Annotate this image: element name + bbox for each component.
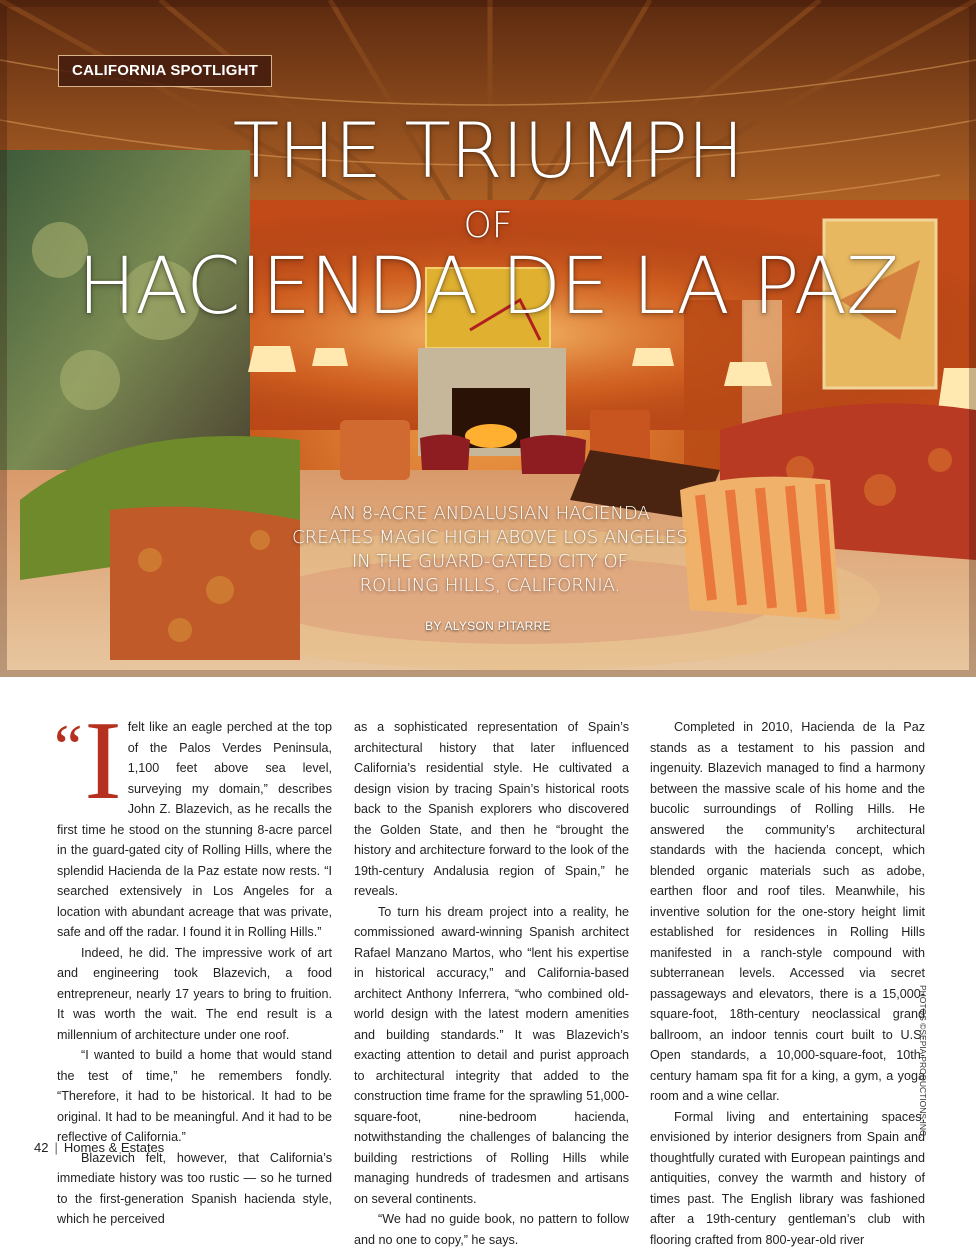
paragraph: “I wanted to build a home that would stand the test of time,” he remembers fondly. “Therefore, it had to be historical. It had to be original. It had to be meaningful. And it had to be reflective of California.”: [57, 1045, 332, 1148]
paragraph: felt like an eagle perched at the top of the Palos Verdes Peninsula, 1,100 feet above sea level, surveying my domain,” describes John Z. Blazevich, as he recalls the first time he stood on the stunning 8-acre parcel in the guard-gated city of Rolling Hills, where the splendid Hacienda de la Paz estate now rests. “I searched extensively in Los Angeles for a location with abundant acreage that was private, safe and off the radar. I found it in Rolling Hills.”: [57, 717, 332, 943]
paragraph: Indeed, he did. The impressive work of art and engineering took Blazevich, a food entrepreneur, nearly 17 years to bring to fruition. It was worth the wait. The end result is a millennium of architecture under one roof.: [57, 943, 332, 1046]
dek-line: AN 8-ACRE ANDALUSIAN HACIENDA: [240, 502, 740, 526]
paragraph: as a sophisticated representation of Spain’s architectural history that later influenced California’s residential style. He cultivated a design vision by tracing Spain’s historical roots back to the Spanish explorers who discovered the Golden State, and then he “brought the history and architecture forward to the look of the 19th-century Andalusia region of Spain,” he reveals.: [354, 717, 629, 902]
paragraph: Formal living and entertaining spaces, envisioned by interior designers from Spain and thoughtfully curated with European paintings and antiquities, convey the warmth and history of times past. The English library was fashioned after a 19th-century gentleman’s club with flooring crafted from 800-year-old river: [650, 1107, 925, 1250]
byline: BY ALYSON PITARRE: [0, 619, 976, 633]
paragraph: Completed in 2010, Hacienda de la Paz stands as a testament to his passion and ingenuity. Blazevich managed to find a harmony between the massive scale of his home and the bucolic surroundings of Rolling Hills. He answered the community’s architectural standards with the hacienda concept, which blended organic materials such as adobe, earthen floor and roof tiles. Meanwhile, his inventive solution for the one-story height limit established for residences in Rolling Hills manifested in a ranch-style compound with subterranean levels. Accessed via secret passageways and elevators, there is a 15,000-square-foot, 18th-century neoclassical grand ballroom, an indoor tennis court built to U.S. Open standards, a 10,000-square-foot, 10th-century hamam spa fit for a king, a gym, a yoga room and a wine cellar.: [650, 717, 925, 1107]
headline-of: OF: [0, 205, 976, 246]
open-quote-mark: “: [54, 721, 82, 765]
paragraph: Blazevich felt, however, that California’s immediate history was too rustic — so he turned to the first-generation Spanish hacienda style, which he perceived: [57, 1148, 332, 1230]
headline-line-1: THE TRIUMPH: [0, 106, 976, 195]
dek-line: ROLLING HILLS, CALIFORNIA.: [240, 574, 740, 598]
paragraph: “We had no guide book, no pattern to follow and no one to copy,” he says.: [354, 1209, 629, 1250]
drop-cap: I: [84, 719, 121, 803]
publication-name: Homes & Estates: [64, 1140, 164, 1155]
article-column-2: [354, 717, 629, 1250]
dek-line: IN THE GUARD-GATED CITY OF: [240, 550, 740, 574]
dek-line: CREATES MAGIC HIGH ABOVE LOS ANGELES: [240, 526, 740, 550]
paragraph: To turn his dream project into a reality, he commissioned award-winning Spanish architect Rafael Manzano Martos, who “lent his expertise in historical accuracy,” and California-based architect Anthony Inferrera, “who combined old-world design with the latest modern amenities and building standards.” It was Blazevich’s exacting attention to detail and purist approach to architectural integrity that added to the construction time frame for the sprawling 51,000-square-foot, nine-bedroom hacienda, notwithstanding the challenges of balancing the building restrictions of Rolling Hills while managing hundreds of tradesmen and artisans on several continents.: [354, 902, 629, 1210]
footer-separator: |: [54, 1140, 57, 1155]
page-number: 42: [34, 1140, 48, 1155]
photo-credit-text: PHOTOS ©SEPIA PRODUCTIONS INC.: [918, 985, 928, 1138]
article-column-3: [650, 717, 925, 1250]
dek: [240, 502, 740, 598]
page-footer: [34, 1140, 164, 1155]
photo-credit: [928, 985, 940, 1095]
section-tag: CALIFORNIA SPOTLIGHT: [58, 55, 272, 87]
headline-line-2: HACIENDA DE LA PAZ: [0, 242, 976, 332]
